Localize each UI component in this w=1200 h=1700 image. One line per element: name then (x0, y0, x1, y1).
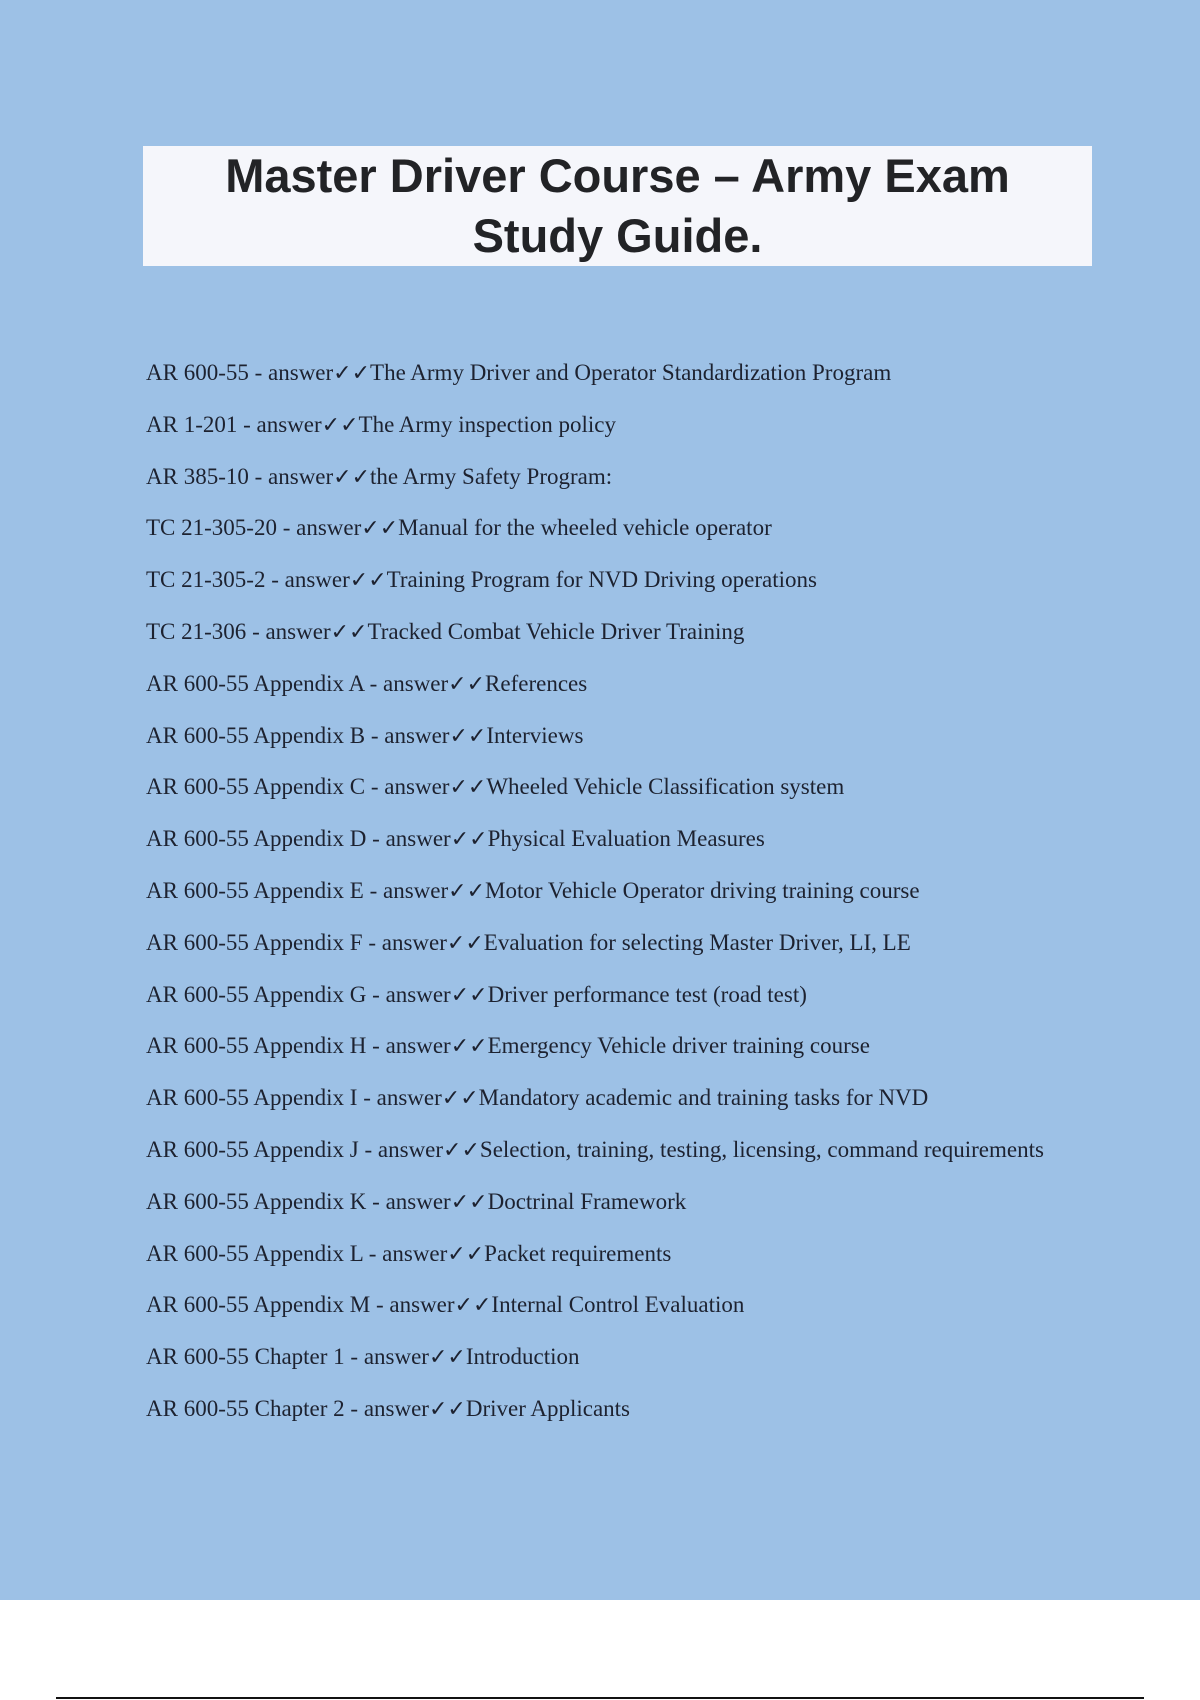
list-item (146, 928, 1046, 959)
checkmark-icon: ✓✓ (333, 464, 371, 490)
item-separator: - answer (366, 1033, 451, 1059)
item-term: AR 600-55 Appendix I (146, 1085, 358, 1111)
item-answer: Manual for the wheeled vehicle operator (398, 515, 772, 541)
checkmark-icon: ✓✓ (447, 1241, 485, 1267)
question-answer-list (146, 358, 1046, 1446)
item-term: AR 600-55 Appendix A (146, 670, 364, 696)
item-separator: - answer (366, 981, 451, 1007)
item-answer: Doctrinal Framework (487, 1188, 687, 1214)
item-answer: Driver performance test (road test) (487, 981, 807, 1007)
list-item (146, 980, 1046, 1011)
checkmark-icon: ✓✓ (428, 1345, 466, 1371)
item-term: AR 600-55 Appendix H (146, 1033, 367, 1059)
item-separator: - answer (357, 1085, 442, 1111)
list-item (146, 721, 1046, 752)
item-separator: - answer (365, 774, 450, 800)
list-item (146, 824, 1046, 855)
checkmark-icon: ✓✓ (428, 1396, 466, 1422)
checkmark-icon: ✓✓ (448, 878, 486, 904)
item-term: AR 600-55 (146, 360, 249, 385)
checkmark-icon: ✓✓ (448, 671, 486, 697)
list-item (146, 876, 1046, 907)
item-term: AR 600-55 Appendix C (146, 774, 366, 800)
item-term: AR 600-55 Appendix D (146, 826, 367, 852)
item-separator: - answer (344, 1344, 429, 1370)
item-answer: Selection, training, testing, licensing, command requirements (479, 1136, 1044, 1162)
item-separator: - answer (248, 360, 334, 385)
list-item (146, 1342, 1046, 1373)
item-term: AR 600-55 Appendix M (146, 1292, 371, 1318)
item-separator: - answer (366, 826, 451, 852)
list-item (146, 1083, 1046, 1114)
list-item (146, 1290, 1046, 1321)
item-term: AR 600-55 Chapter 1 (146, 1344, 345, 1370)
title-box (143, 146, 1092, 266)
item-term: AR 600-55 Appendix E (146, 877, 364, 903)
list-item (146, 410, 1046, 441)
item-separator: - answer (265, 567, 350, 593)
item-term: AR 600-55 Appendix B (146, 722, 366, 748)
checkmark-icon: ✓✓ (361, 516, 399, 542)
footer-divider (56, 1697, 1144, 1699)
item-separator: - answer (344, 1395, 429, 1421)
item-answer: the Army Safety Program: (370, 463, 613, 489)
checkmark-icon: ✓✓ (441, 1086, 479, 1112)
item-answer: Tracked Combat Vehicle Driver Training (367, 618, 745, 644)
item-separator: - answer (358, 1136, 444, 1162)
list-item (146, 462, 1046, 493)
item-answer: Internal Control Evaluation (491, 1292, 745, 1318)
item-term: AR 600-55 Appendix K (146, 1188, 367, 1214)
checkmark-icon: ✓✓ (450, 1189, 488, 1215)
checkmark-icon: ✓✓ (446, 930, 484, 956)
item-answer: Motor Vehicle Operator driving training course (485, 877, 920, 903)
list-item (146, 358, 1046, 389)
item-answer: Driver Applicants (465, 1395, 630, 1421)
item-separator: - answer (363, 1240, 448, 1266)
item-answer: Interviews (486, 722, 584, 748)
item-separator: - answer (362, 929, 447, 955)
item-answer: The Army inspection policy (358, 411, 616, 437)
page-title-line-1: Master Driver Course – Army Exam (225, 149, 1010, 202)
checkmark-icon: ✓✓ (450, 1034, 488, 1060)
item-term: AR 600-55 Appendix J (146, 1136, 359, 1162)
page-title-line-2: Study Guide. (472, 209, 763, 262)
checkmark-icon: ✓✓ (333, 361, 371, 386)
list-item (146, 1031, 1046, 1062)
item-term: TC 21-305-2 (146, 567, 266, 593)
item-term: AR 1-201 (146, 411, 238, 437)
checkmark-icon: ✓✓ (349, 568, 387, 594)
checkmark-icon: ✓✓ (330, 619, 368, 645)
list-item (146, 1187, 1046, 1218)
item-separator: - answer (366, 1188, 451, 1214)
checkmark-icon: ✓✓ (454, 1293, 492, 1319)
item-term: AR 600-55 Appendix F (146, 929, 363, 955)
checkmark-icon: ✓✓ (443, 1137, 480, 1163)
list-item (146, 1394, 1046, 1425)
item-answer: Packet requirements (484, 1240, 672, 1266)
item-term: TC 21-305-20 (146, 515, 277, 541)
item-answer: Wheeled Vehicle Classification system (486, 774, 845, 800)
item-answer: Introduction (465, 1344, 580, 1370)
item-separator: - answer (370, 1292, 455, 1318)
list-item (146, 513, 1046, 544)
checkmark-icon: ✓✓ (450, 827, 488, 853)
item-separator: - answer (248, 463, 334, 489)
item-term: AR 600-55 Appendix G (146, 981, 367, 1007)
item-answer: Training Program for NVD Driving operations (386, 567, 817, 593)
item-term: TC 21-306 (146, 618, 247, 644)
item-term: AR 600-55 Chapter 2 (146, 1395, 345, 1421)
list-item (146, 669, 1046, 700)
item-answer: Physical Evaluation Measures (487, 826, 765, 852)
item-term: AR 385-10 (146, 463, 249, 489)
item-separator: - answer (363, 877, 449, 903)
list-item (146, 617, 1046, 648)
checkmark-icon: ✓✓ (450, 982, 488, 1008)
item-answer: Emergency Vehicle driver training course (487, 1033, 870, 1059)
list-item (146, 1135, 1046, 1166)
item-separator: - answer (365, 722, 450, 748)
item-answer: References (485, 670, 588, 696)
item-answer: Mandatory academic and training tasks for NVD (478, 1085, 929, 1111)
list-item (146, 1239, 1046, 1270)
item-separator: - answer (363, 670, 449, 696)
item-separator: - answer (276, 515, 362, 541)
item-answer: The Army Driver and Operator Standardization Program (370, 360, 892, 385)
checkmark-icon: ✓✓ (449, 775, 487, 801)
item-separator: - answer (246, 618, 331, 644)
item-separator: - answer (237, 411, 322, 437)
checkmark-icon: ✓✓ (449, 723, 487, 749)
checkmark-icon: ✓✓ (321, 412, 359, 438)
item-answer: Evaluation for selecting Master Driver, LI, LE (483, 929, 911, 955)
list-item (146, 772, 1046, 803)
item-term: AR 600-55 Appendix L (146, 1240, 363, 1266)
list-item (146, 565, 1046, 596)
